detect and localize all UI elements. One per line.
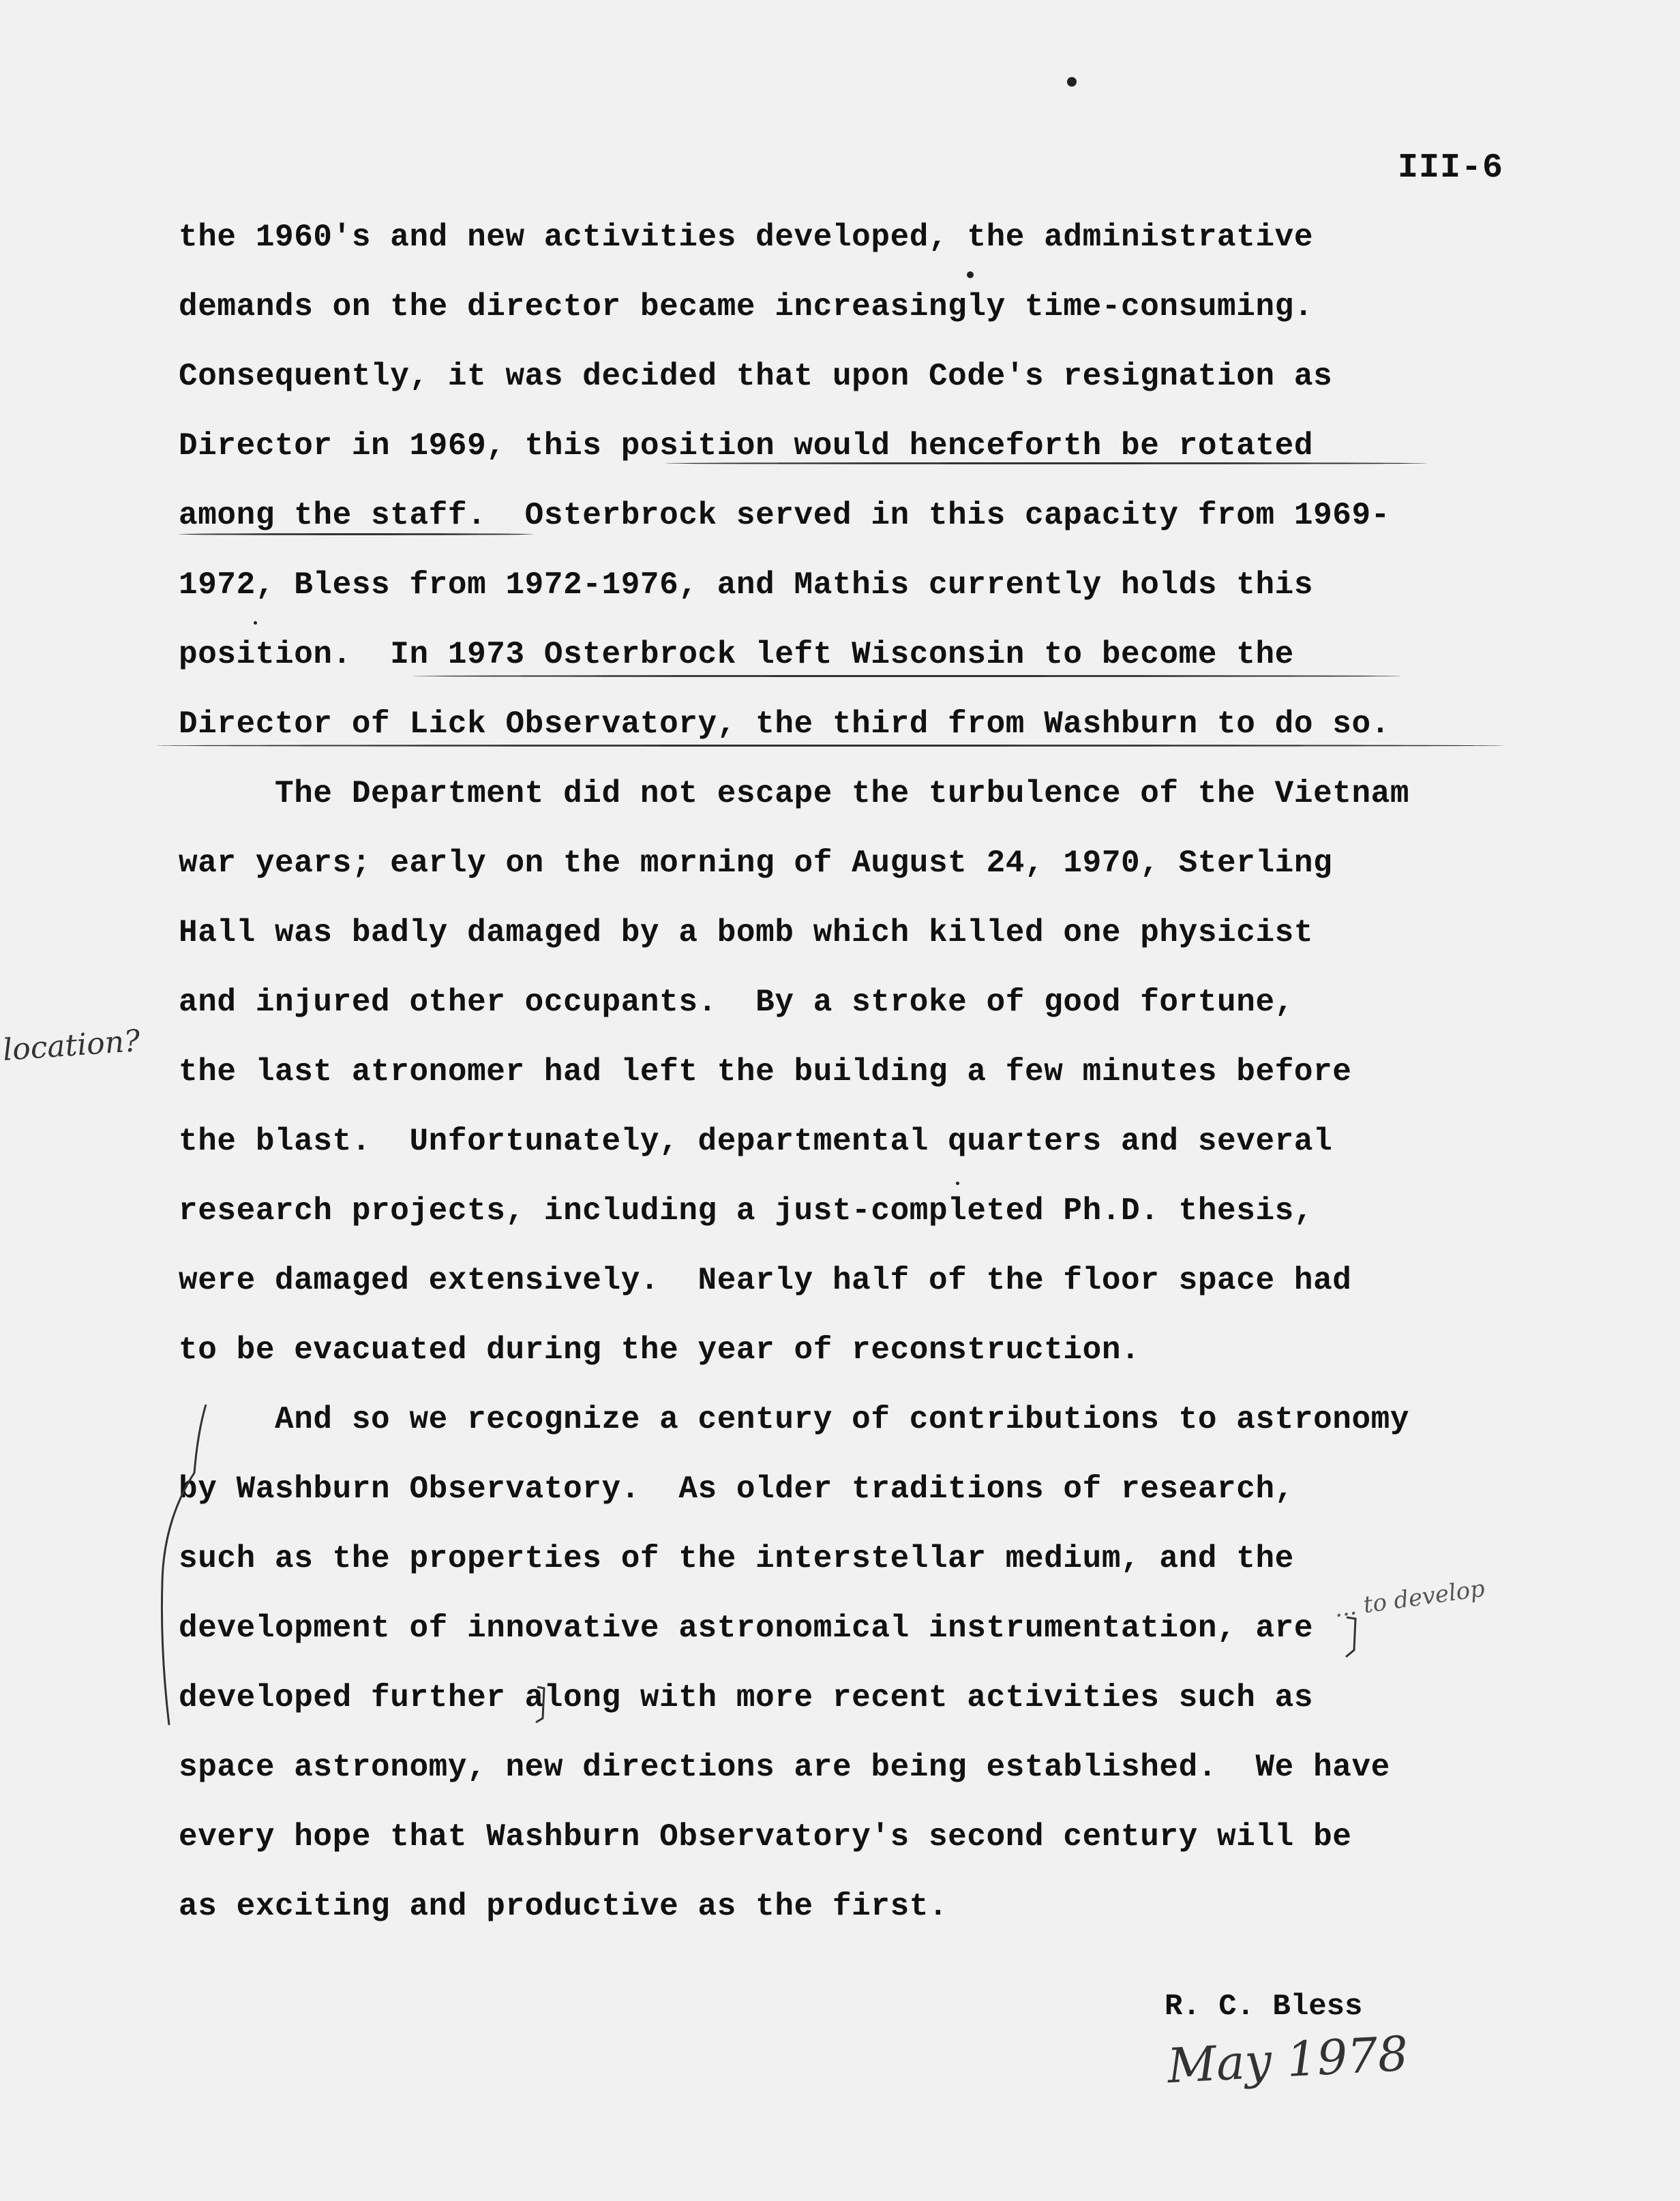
margin-note-left: location? xyxy=(1,1023,142,1068)
body-line: Director in 1969, this position would henceforth be rotated xyxy=(179,428,1314,464)
page-speck xyxy=(956,1182,959,1185)
body-line: 1972, Bless from 1972-1976, and Mathis currently holds this xyxy=(179,567,1314,603)
body-line: the blast. Unfortunately, departmental quarters and several xyxy=(179,1124,1333,1159)
body-line: as exciting and productive as the first. xyxy=(179,1889,948,1924)
body-line: Hall was badly damaged by a bomb which killed one physicist xyxy=(179,915,1314,950)
body-line: and injured other occupants. By a stroke of good fortune, xyxy=(179,985,1294,1020)
page-number: III-6 xyxy=(1398,149,1504,188)
insert-bracket-left xyxy=(1346,1617,1355,1657)
page-speck xyxy=(967,271,974,278)
body-line: demands on the director became increasingly time-consuming. xyxy=(179,289,1314,325)
body-line: to be evacuated during the year of reconstruction. xyxy=(179,1332,1141,1368)
body-line: the 1960's and new activities developed, the administrative xyxy=(179,220,1314,255)
page-speck xyxy=(254,621,257,625)
signature-date: May 1978 xyxy=(1166,2025,1410,2095)
body-line: by Washburn Observatory. As older traditions of research, xyxy=(179,1471,1294,1507)
body-line: among the staff. Osterbrock served in this capacity from 1969- xyxy=(179,498,1390,533)
insert-bracket-right xyxy=(536,1687,544,1722)
body-line: such as the properties of the interstellar medium, and the xyxy=(179,1541,1294,1576)
body-line: position. In 1973 Osterbrock left Wisconsin to become the xyxy=(179,637,1294,672)
body-line: And so we recognize a century of contributions to astronomy xyxy=(179,1402,1410,1437)
body-line: development of innovative astronomical instrumentation, are xyxy=(179,1611,1314,1646)
body-line: developed further along with more recent activities such as xyxy=(179,1680,1314,1716)
margin-note-right: ... to develop xyxy=(1332,1574,1487,1623)
margin-bracket xyxy=(162,1405,206,1725)
body-line: the last atronomer had left the building a few minutes before xyxy=(179,1054,1352,1090)
signature-name: R. C. Bless xyxy=(1165,1990,1363,2024)
body-line: Consequently, it was decided that upon Code's resignation as xyxy=(179,359,1333,394)
body-line: research projects, including a just-completed Ph.D. thesis, xyxy=(179,1193,1314,1229)
body-line: space astronomy, new directions are being established. We have xyxy=(179,1750,1390,1785)
body-line: every hope that Washburn Observatory's second century will be xyxy=(179,1819,1352,1855)
body-line: Director of Lick Observatory, the third from Washburn to do so. xyxy=(179,706,1390,742)
body-line: war years; early on the morning of August 24, 1970, Sterling xyxy=(179,845,1333,881)
body-line: were damaged extensively. Nearly half of the floor space had xyxy=(179,1263,1352,1298)
page-speck xyxy=(1067,77,1077,87)
body-line: The Department did not escape the turbulence of the Vietnam xyxy=(179,776,1410,811)
